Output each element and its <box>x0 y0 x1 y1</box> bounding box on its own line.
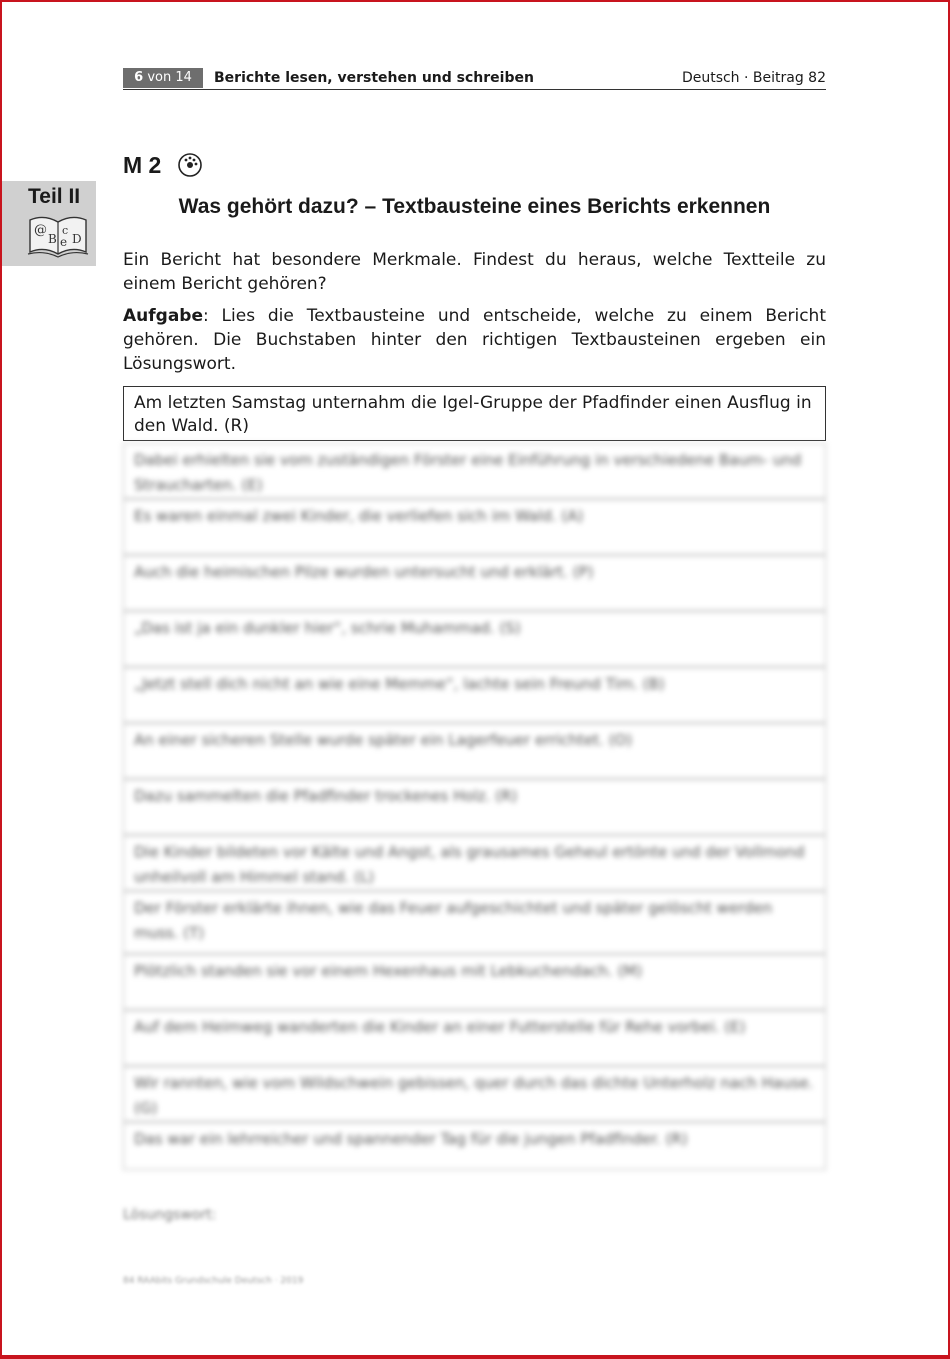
svg-text:B: B <box>48 232 57 246</box>
text-block: Dazu sammelten die Pfadfinder trockenes Holz. (R) <box>123 779 826 835</box>
text-block: Auch die heimischen Pilze wurden untersucht und erklärt. (P) <box>123 555 826 611</box>
text-block: Die Kinder bildeten vor Kälte und Angst, als grausames Geheul ertönte und der Vollmond unheilvoll am Himmel stand. (L) <box>123 835 826 891</box>
blurred-text-blocks <box>120 443 832 1243</box>
text-block: Auf dem Heimweg wanderten die Kinder an einer Futterstelle für Rehe vorbei. (E) <box>123 1010 826 1066</box>
text-block: Dabei erhielten sie vom zuständigen Förster eine Einführung in verschiedene Baum- und Straucharten. (E) <box>123 443 826 499</box>
side-tab-label: Teil II <box>28 185 81 208</box>
header-subject: Deutsch · Beitrag 82 <box>681 70 826 86</box>
text-block: Das war ein lehrreicher und spannender Tag für die jungen Pfadfinder. (R) <box>123 1122 826 1170</box>
text-block: „Das ist ja ein dunkler hier“, schrie Muhammad. (S) <box>123 611 826 667</box>
svg-text:@: @ <box>34 223 47 238</box>
page-footer: 84 RAAbits Grundschule Deutsch · 2019 <box>123 1276 304 1286</box>
text-block: Wir rannten, wie vom Wildschwein gebissen, quer durch das dichte Unterholz nach Hause. (G) <box>123 1066 826 1122</box>
task-body: : Lies die Textbausteine und entscheide, welche zu einem Bericht gehören. Die Buchstaben hinter den richtigen Textbausteinen ergeben ein Lösungswort. <box>123 306 826 374</box>
worksheet-title: Was gehört dazu? – Textbausteine eines Berichts erkennen <box>178 195 771 218</box>
page-header <box>123 68 826 90</box>
text-block: Es waren einmal zwei Kinder, die verliefen sich im Wald. (A) <box>123 499 826 555</box>
page-number: 6 <box>134 70 144 85</box>
intro-text: Ein Bericht hat besondere Merkmale. Findest du heraus, welche Textteile zu einem Bericht gehören? <box>123 250 826 294</box>
side-tab <box>2 181 96 266</box>
task-text <box>123 304 826 376</box>
text-block: Der Förster erklärte ihnen, wie das Feuer aufgeschichtet und später gelöscht werden muss. (T) <box>123 891 826 954</box>
svg-text:c: c <box>62 224 69 237</box>
text-block-1: Am letzten Samstag unternahm die Igel-Gruppe der Pfadfinder einen Ausflug in den Wald. (R) <box>123 386 826 441</box>
page-number-badge <box>123 68 203 88</box>
task-label: Aufgabe <box>123 306 203 326</box>
solution-label: Lösungswort: <box>123 1207 217 1223</box>
svg-text:D: D <box>72 232 82 246</box>
text-block: An einer sicheren Stelle wurde später ein Lagerfeuer errichtet. (O) <box>123 723 826 779</box>
cd-icon <box>177 152 203 178</box>
page-total: von 14 <box>147 70 192 85</box>
text-block: Plötzlich standen sie vor einem Hexenhaus mit Lebkuchendach. (M) <box>123 954 826 1010</box>
header-title: Berichte lesen, verstehen und schreiben <box>214 70 534 86</box>
svg-text:e: e <box>60 235 68 249</box>
material-label: M 2 <box>123 152 162 178</box>
book-icon <box>26 210 90 260</box>
text-block: „Jetzt stell dich nicht an wie eine Memme“, lachte sein Freund Tim. (B) <box>123 667 826 723</box>
